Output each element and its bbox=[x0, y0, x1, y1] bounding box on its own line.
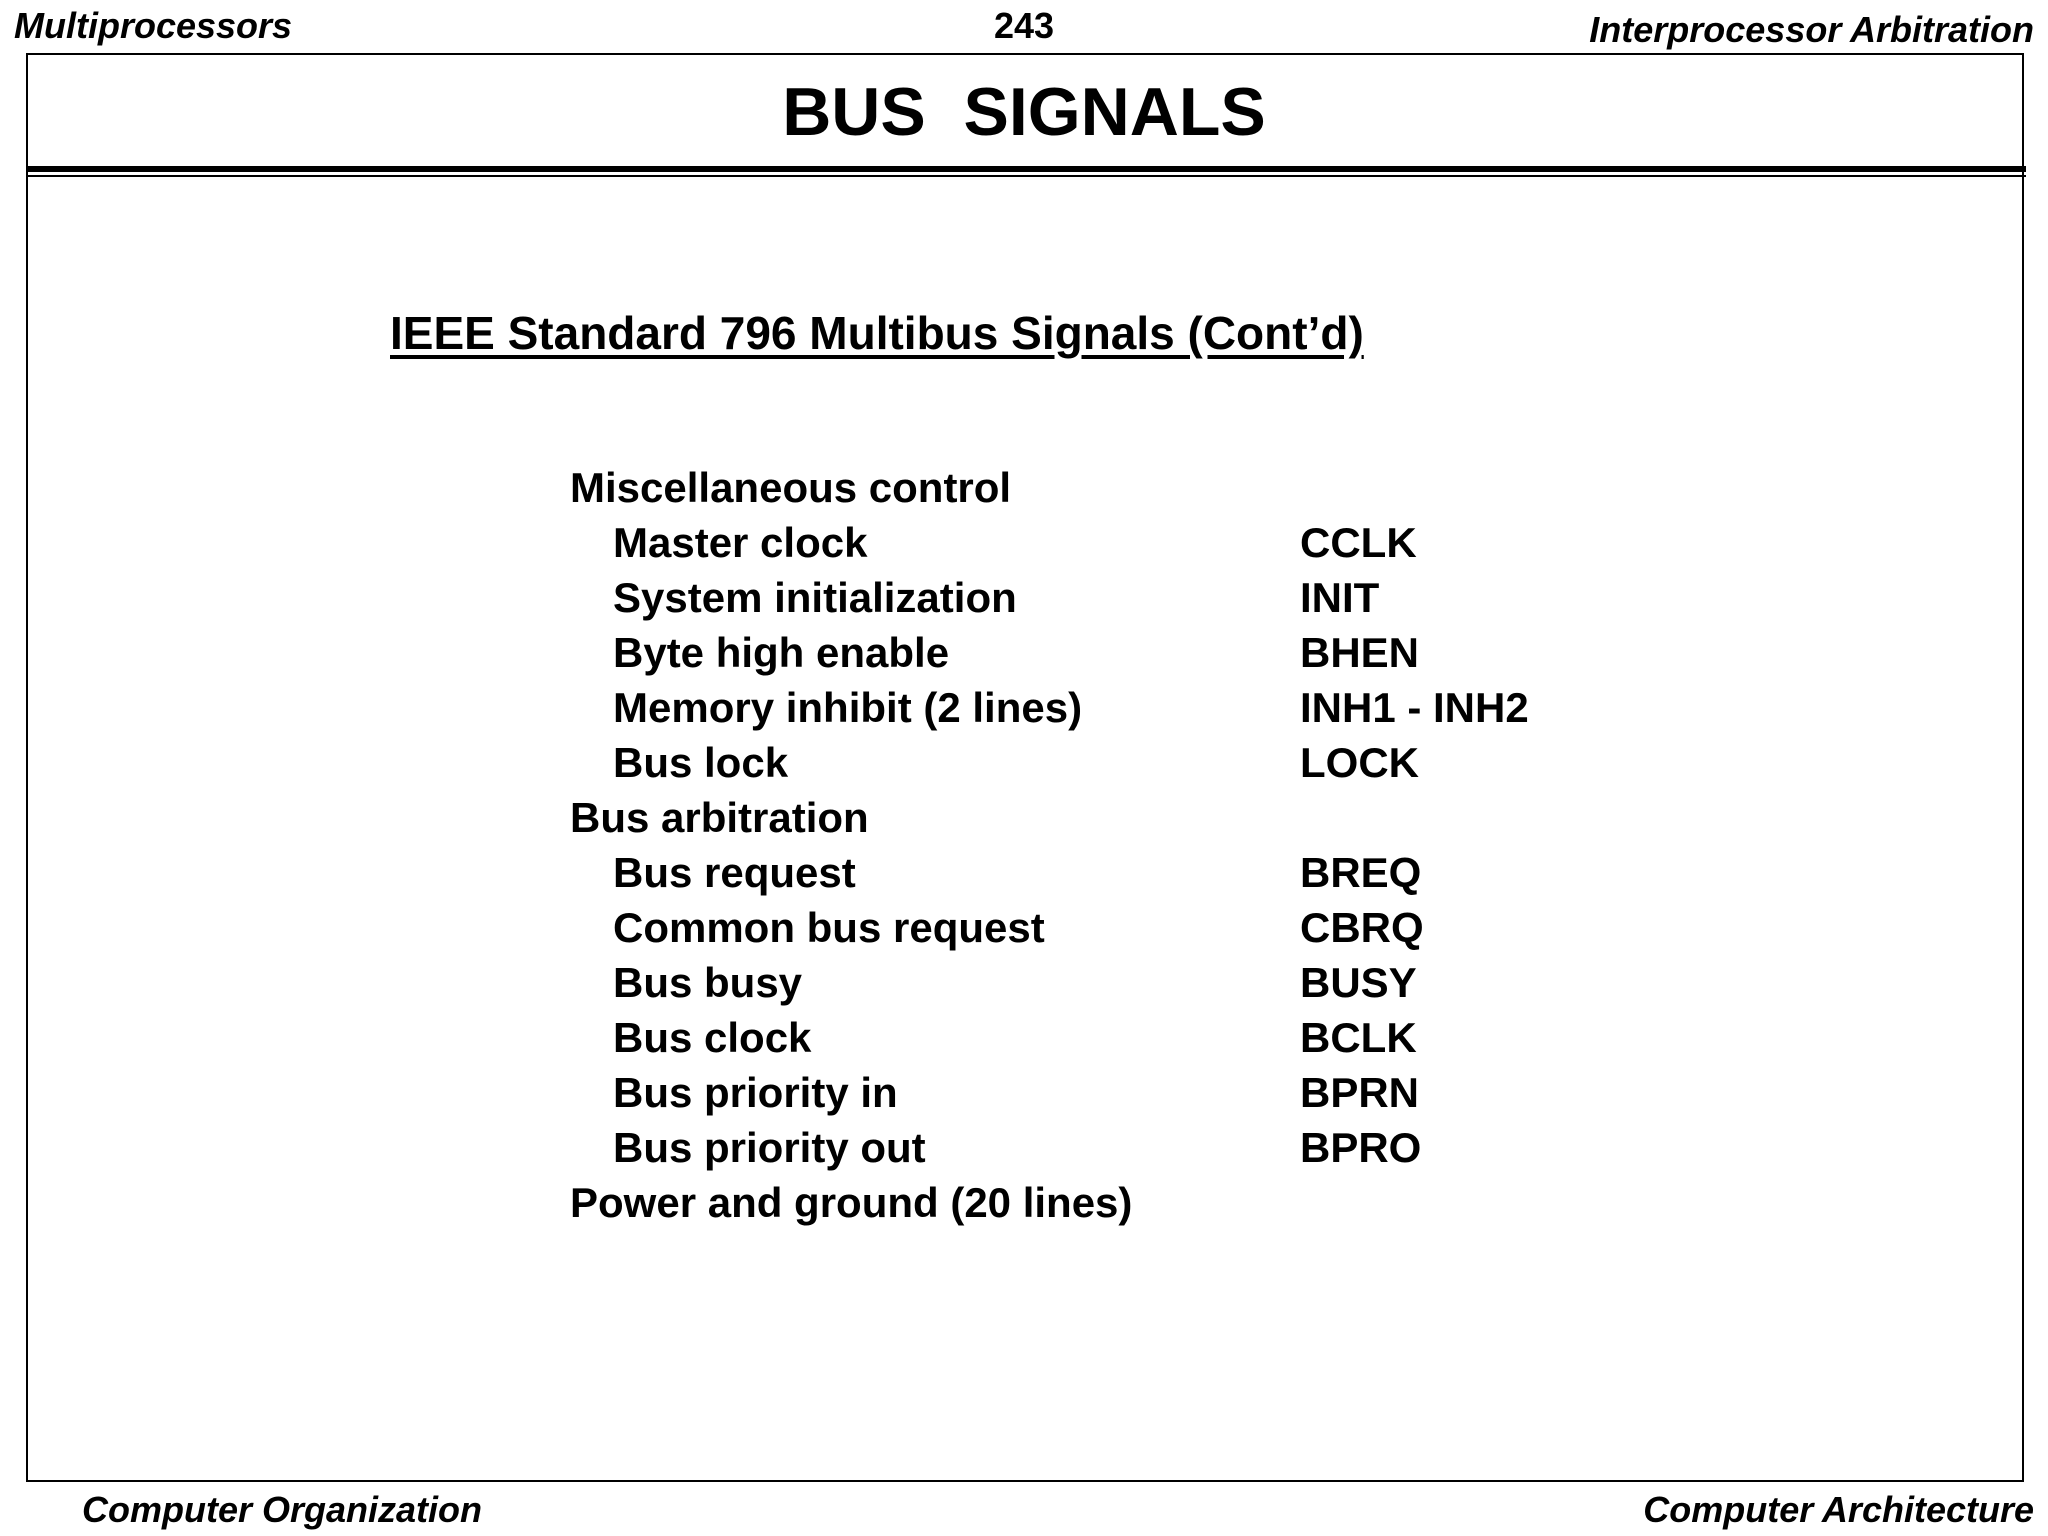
header-course-topic: Multiprocessors bbox=[14, 5, 293, 46]
signal-label: Miscellaneous control bbox=[570, 464, 1012, 511]
signal-mnemonic: CBRQ bbox=[1300, 904, 1424, 951]
footer-course-right: Computer Architecture bbox=[1643, 1489, 2034, 1530]
signal-mnemonic: CCLK bbox=[1300, 519, 1417, 566]
signal-label: Bus lock bbox=[613, 739, 789, 786]
signal-row bbox=[570, 735, 1670, 790]
signal-label: Byte high enable bbox=[613, 629, 950, 676]
signal-mnemonic: BHEN bbox=[1300, 629, 1420, 676]
title-divider-thick bbox=[26, 166, 2026, 172]
signal-row bbox=[570, 680, 1670, 735]
signal-label: Bus arbitration bbox=[570, 794, 869, 841]
signal-row bbox=[570, 845, 1670, 900]
title-divider-thin bbox=[26, 175, 2026, 177]
signal-label: Bus request bbox=[613, 849, 856, 896]
signal-mnemonic: BPRO bbox=[1300, 1124, 1422, 1171]
signal-row bbox=[570, 570, 1670, 625]
page-number: 243 bbox=[993, 5, 1055, 46]
signal-mnemonic: BPRN bbox=[1300, 1069, 1420, 1116]
signal-row bbox=[570, 515, 1670, 570]
signal-label: Bus clock bbox=[613, 1014, 812, 1061]
signal-mnemonic: BUSY bbox=[1300, 959, 1417, 1006]
signal-label: Bus busy bbox=[613, 959, 803, 1006]
header-section-topic: Interprocessor Arbitration bbox=[1589, 9, 2034, 50]
signal-row bbox=[570, 1010, 1670, 1065]
signal-group-heading bbox=[570, 460, 1670, 515]
signal-group-heading bbox=[570, 1175, 1670, 1230]
signal-list bbox=[570, 460, 1670, 1230]
signal-mnemonic: LOCK bbox=[1300, 739, 1419, 786]
signal-label: Memory inhibit (2 lines) bbox=[613, 684, 1083, 731]
slide-title: BUS SIGNALS bbox=[782, 74, 1266, 150]
signal-label: Bus priority in bbox=[613, 1069, 898, 1116]
signal-mnemonic: INIT bbox=[1300, 574, 1380, 621]
signal-group-heading bbox=[570, 790, 1670, 845]
signal-row bbox=[570, 900, 1670, 955]
signal-label: Common bus request bbox=[613, 904, 1045, 951]
signal-row bbox=[570, 955, 1670, 1010]
signal-label: Master clock bbox=[613, 519, 868, 566]
signal-mnemonic: BREQ bbox=[1300, 849, 1422, 896]
signal-mnemonic: INH1 - INH2 bbox=[1300, 684, 1529, 731]
slide-subtitle: IEEE Standard 796 Multibus Signals (Cont’d) bbox=[390, 307, 1364, 359]
signal-label: Power and ground (20 lines) bbox=[570, 1179, 1133, 1226]
signal-mnemonic: BCLK bbox=[1300, 1014, 1417, 1061]
signal-label: System initialization bbox=[613, 574, 1017, 621]
signal-label: Bus priority out bbox=[613, 1124, 926, 1171]
signal-row bbox=[570, 1120, 1670, 1175]
signal-row bbox=[570, 625, 1670, 680]
footer-course-left: Computer Organization bbox=[82, 1489, 483, 1530]
signal-row bbox=[570, 1065, 1670, 1120]
